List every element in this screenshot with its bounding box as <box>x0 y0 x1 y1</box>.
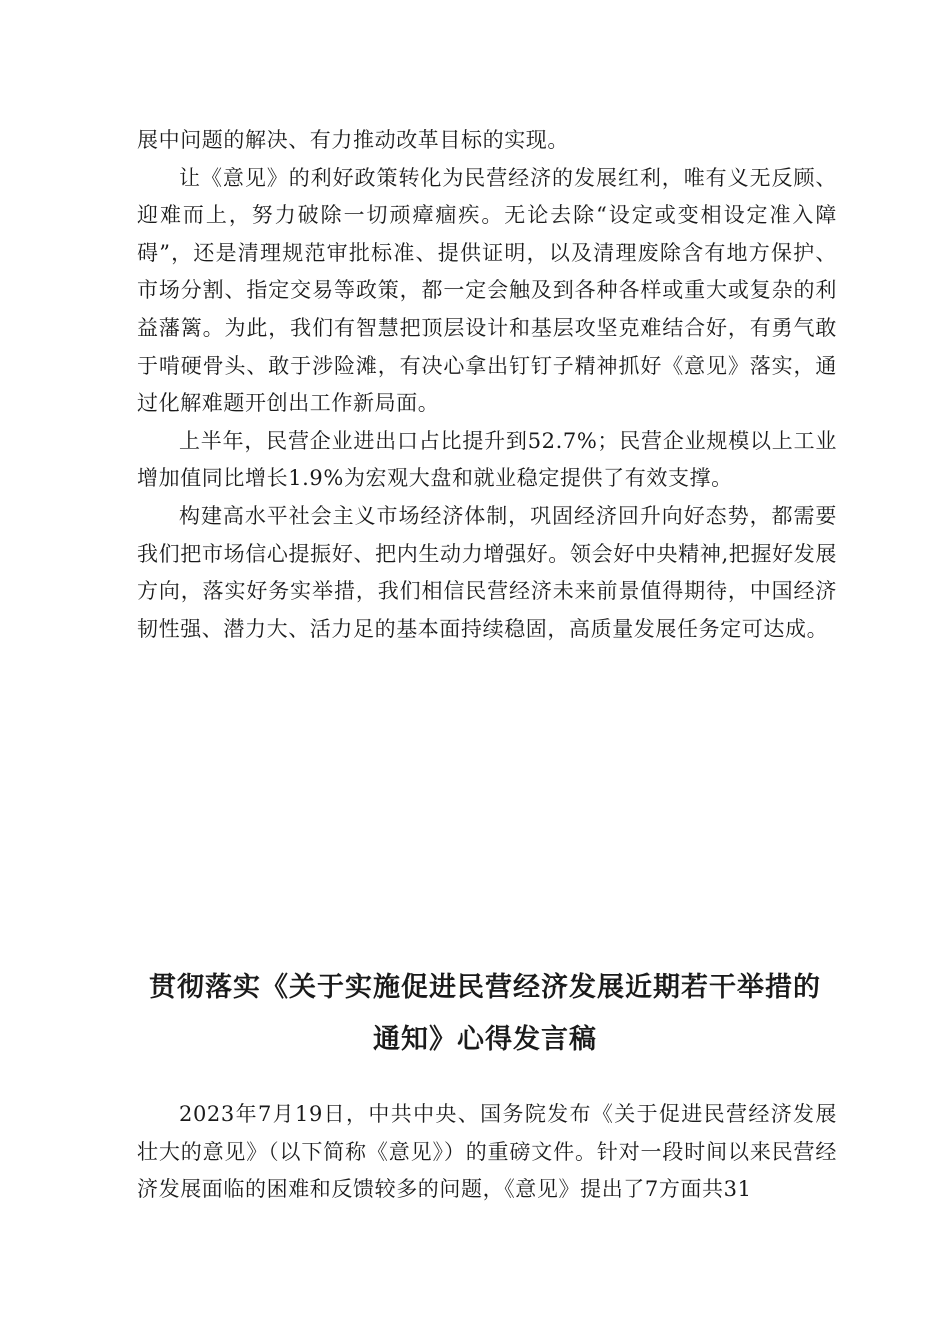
paragraph: 上半年，民营企业进出口占比提升到52.7%；民营企业规模以上工业增加值同比增长1.9%为宏观大盘和就业稳定提供了有效支撑。 <box>137 428 837 491</box>
paragraph: 构建高水平社会主义市场经济体制，巩固经济回升向好态势，都需要我们把市场信心提振好、把内生动力增强好。领会好中央精神,把握好发展方向，落实好务实举措，我们相信民营经济未来前景值得期待，中国经济韧性强、潜力大、活力足的基本面持续稳固，高质量发展任务定可达成。 <box>137 503 837 641</box>
paragraph: 2023年7月19日，中共中央、国务院发布《关于促进民营经济发展壮大的意见》（以下简称《意见》）的重磅文件。针对一段时间以来民营经济发展面临的困难和反馈较多的问题，《意见》提出了7方面共31 <box>137 1102 837 1202</box>
article-title <box>100 962 870 1066</box>
second-article-body <box>137 1096 837 1209</box>
article-title-line-2: 通知》心得发言稿 <box>373 1024 597 1055</box>
paragraph-continuation: 展中问题的解决、有力推动改革目标的实现。 <box>137 128 569 152</box>
top-section <box>137 122 837 648</box>
paragraph: 让《意见》的利好政策转化为民营经济的发展红利，唯有义无反顾、迎难而上，努力破除一切顽瘴痼疾。无论去除“设定或变相设定准入障碍”，还是清理规范审批标准、提供证明，以及清理废除含有地方保护、市场分割、指定交易等政策，都一定会触及到各种各样或重大或复杂的利益藩篱。为此，我们有智慧把顶层设计和基层攻坚克难结合好，有勇气敢于啃硬骨头、敢于涉险滩，有决心拿出钉钉子精神抓好《意见》落实，通过化解难题开创出工作新局面。 <box>137 165 837 416</box>
article-title-line-1: 贯彻落实《关于实施促进民营经济发展近期若干举措的 <box>149 972 821 1003</box>
